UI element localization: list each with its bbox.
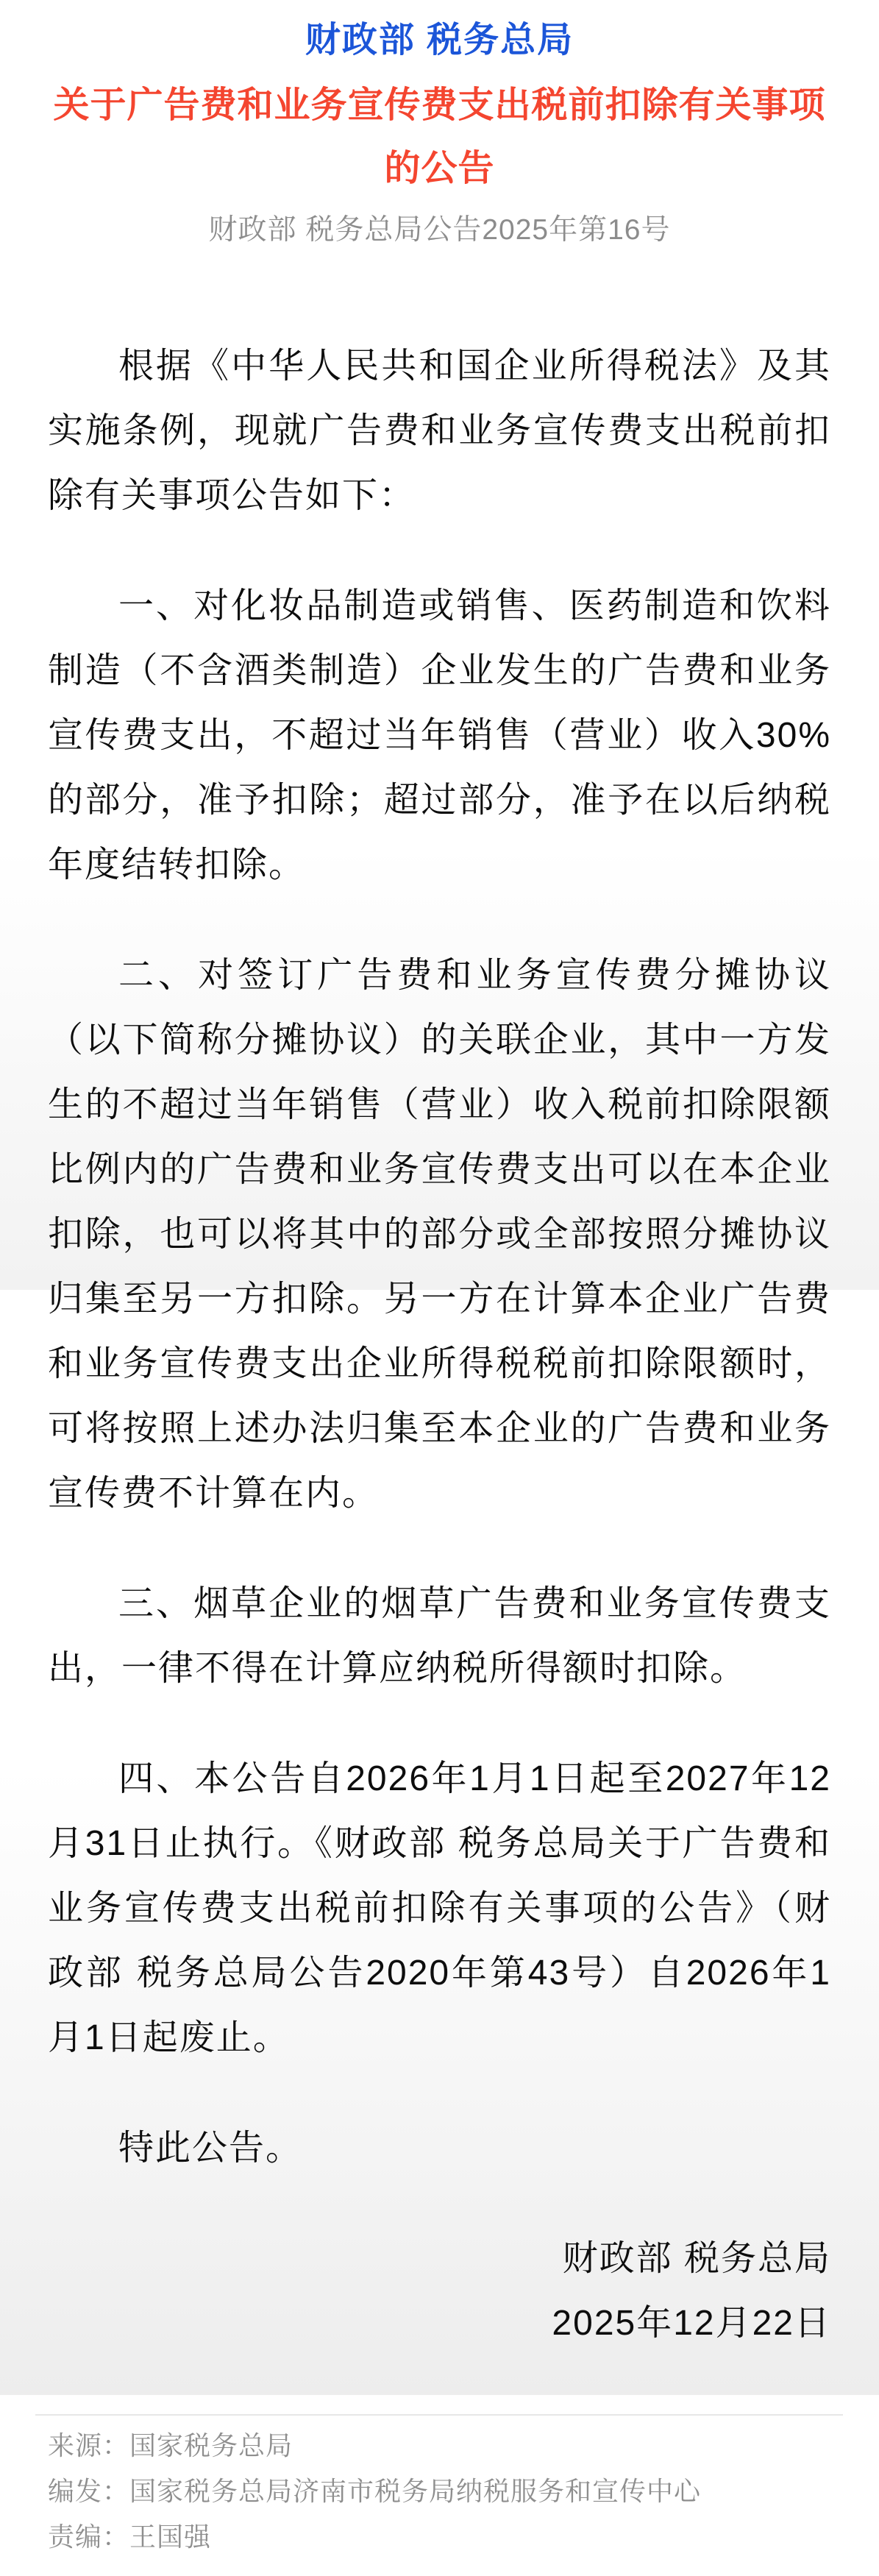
article-body	[48, 334, 831, 2181]
footer-editor: 编发：国家税务总局济南市税务局纳税服务和宣传中心	[48, 2476, 702, 2506]
paragraph-item-3: 三、烟草企业的烟草广告费和业务宣传费支出，一律不得在计算应纳税所得额时扣除。	[48, 1584, 831, 1688]
issuing-agency-title: 财政部 税务总局	[305, 21, 574, 60]
signature-block	[48, 2226, 831, 2356]
signature-date: 2025年12月22日	[552, 2304, 831, 2343]
announcement-title: 关于广告费和业务宣传费支出税前扣除有关事项的公告	[53, 85, 826, 188]
article-footer	[0, 2414, 879, 2576]
paragraph-closing: 特此公告。	[118, 2129, 303, 2168]
paragraph-item-4: 四、本公告自2026年1月1日起至2027年12月31日止执行。《财政部 税务总局关于广告费和业务宣传费支出税前扣除有关事项的公告》（财政部 税务总局公告2020年第43号）自2026年1月1日起废止。	[48, 1759, 831, 2057]
paragraph-intro: 根据《中华人民共和国企业所得税法》及其实施条例，现就广告费和业务宣传费支出税前扣除有关事项公告如下：	[48, 347, 831, 515]
footer-divider	[35, 2414, 843, 2416]
document-number: 财政部 税务总局公告2025年第16号	[208, 214, 671, 246]
signature-agency: 财政部 税务总局	[562, 2239, 831, 2278]
footer-source: 来源：国家税务总局	[48, 2430, 293, 2460]
paragraph-item-2: 二、对签订广告费和业务宣传费分摊协议（以下简称分摊协议）的关联企业，其中一方发生的不超过当年销售（营业）收入税前扣除限额比例内的广告费和业务宣传费支出可以在本企业扣除，也可以将其中的部分或全部按照分摊协议归集至另一方扣除。另一方在计算本企业广告费和业务宣传费支出企业所得税税前扣除限额时，可将按照上述办法归集至本企业的广告费和业务宣传费不计算在内。	[48, 956, 831, 1513]
paragraph-item-1: 一、对化妆品制造或销售、医药制造和饮料制造（不含酒类制造）企业发生的广告费和业务宣传费支出，不超过当年销售（营业）收入30%的部分，准予扣除；超过部分，准予在以后纳税年度结转扣除。	[48, 586, 831, 884]
footer-responsible-editor: 责编：王国强	[48, 2522, 212, 2552]
